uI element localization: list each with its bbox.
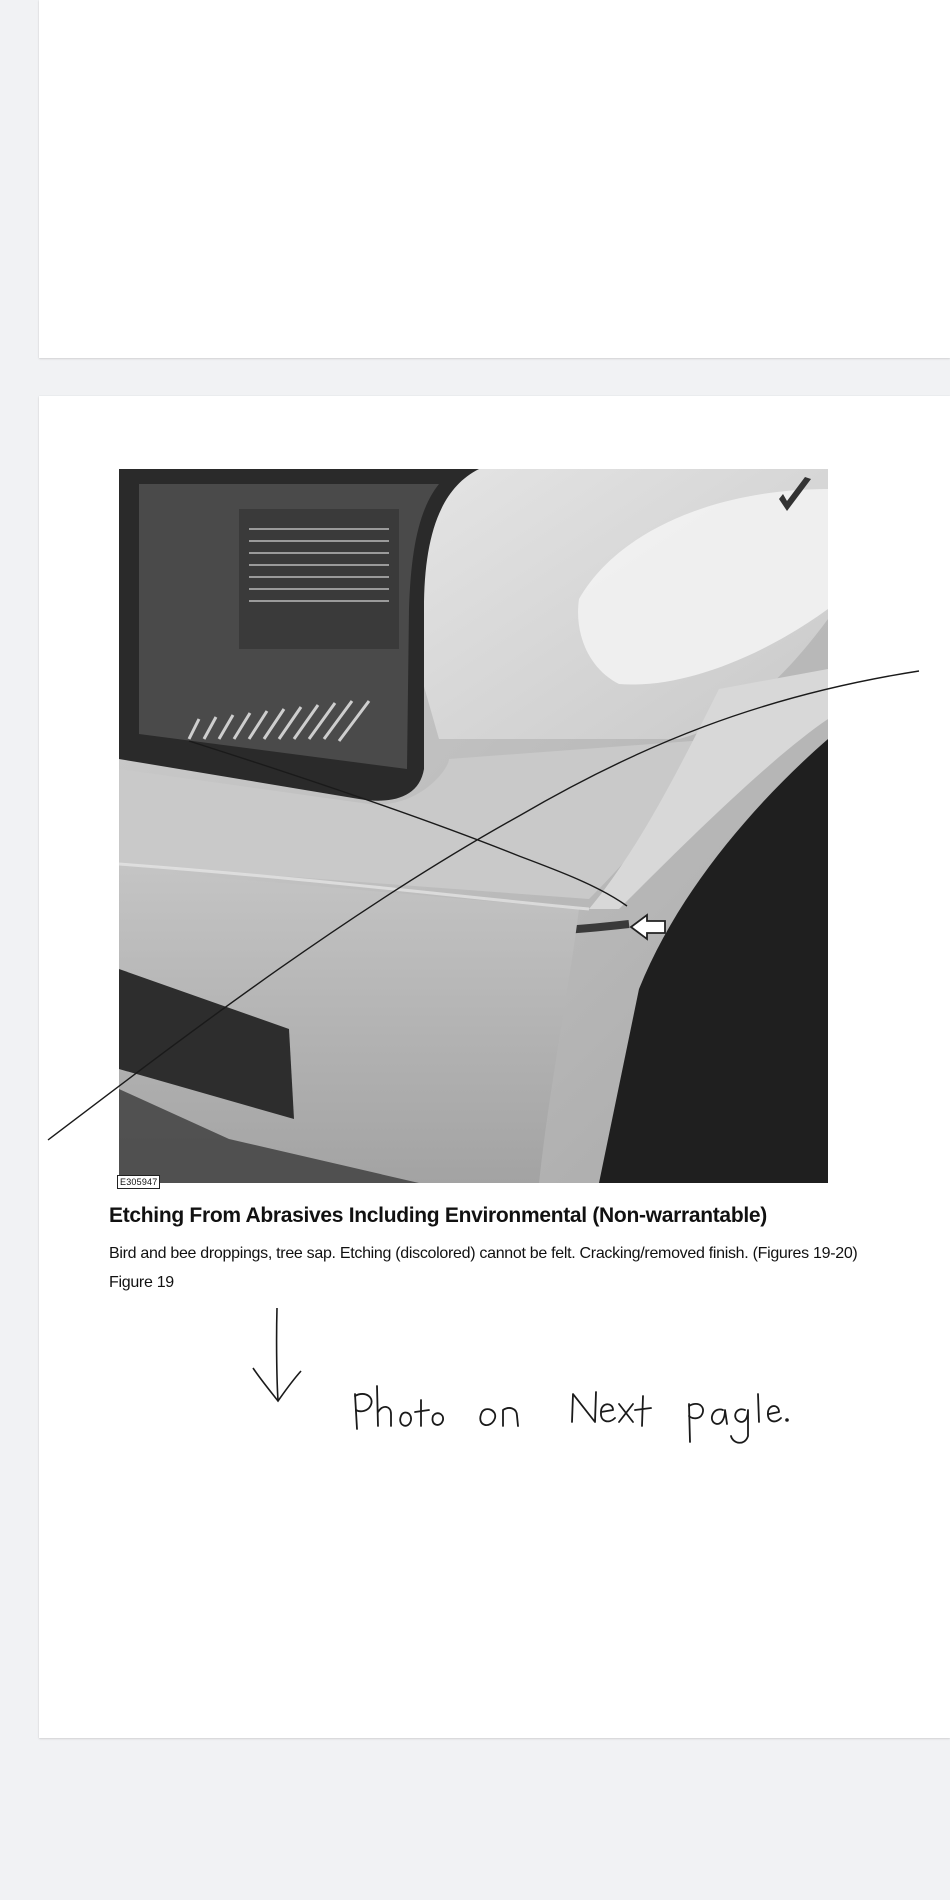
vehicle-photo-drawing: [119, 469, 828, 1183]
figure-caption: Figure 19: [109, 1274, 174, 1291]
document-page-current: [39, 396, 950, 1738]
arrow-down-icon: [253, 1308, 301, 1401]
handwritten-note-photo-on-next-page: [355, 1386, 788, 1443]
document-page-previous: [39, 0, 950, 358]
section-description: Bird and bee droppings, tree sap. Etching (discolored) cannot be felt. Cracking/removed finish. (Figures 19-20): [109, 1245, 858, 1262]
section-heading: Etching From Abrasives Including Environmental (Non-warrantable): [109, 1204, 767, 1227]
figure-id-label: E305947: [117, 1175, 160, 1189]
vehicle-photo-figure: [119, 469, 828, 1183]
